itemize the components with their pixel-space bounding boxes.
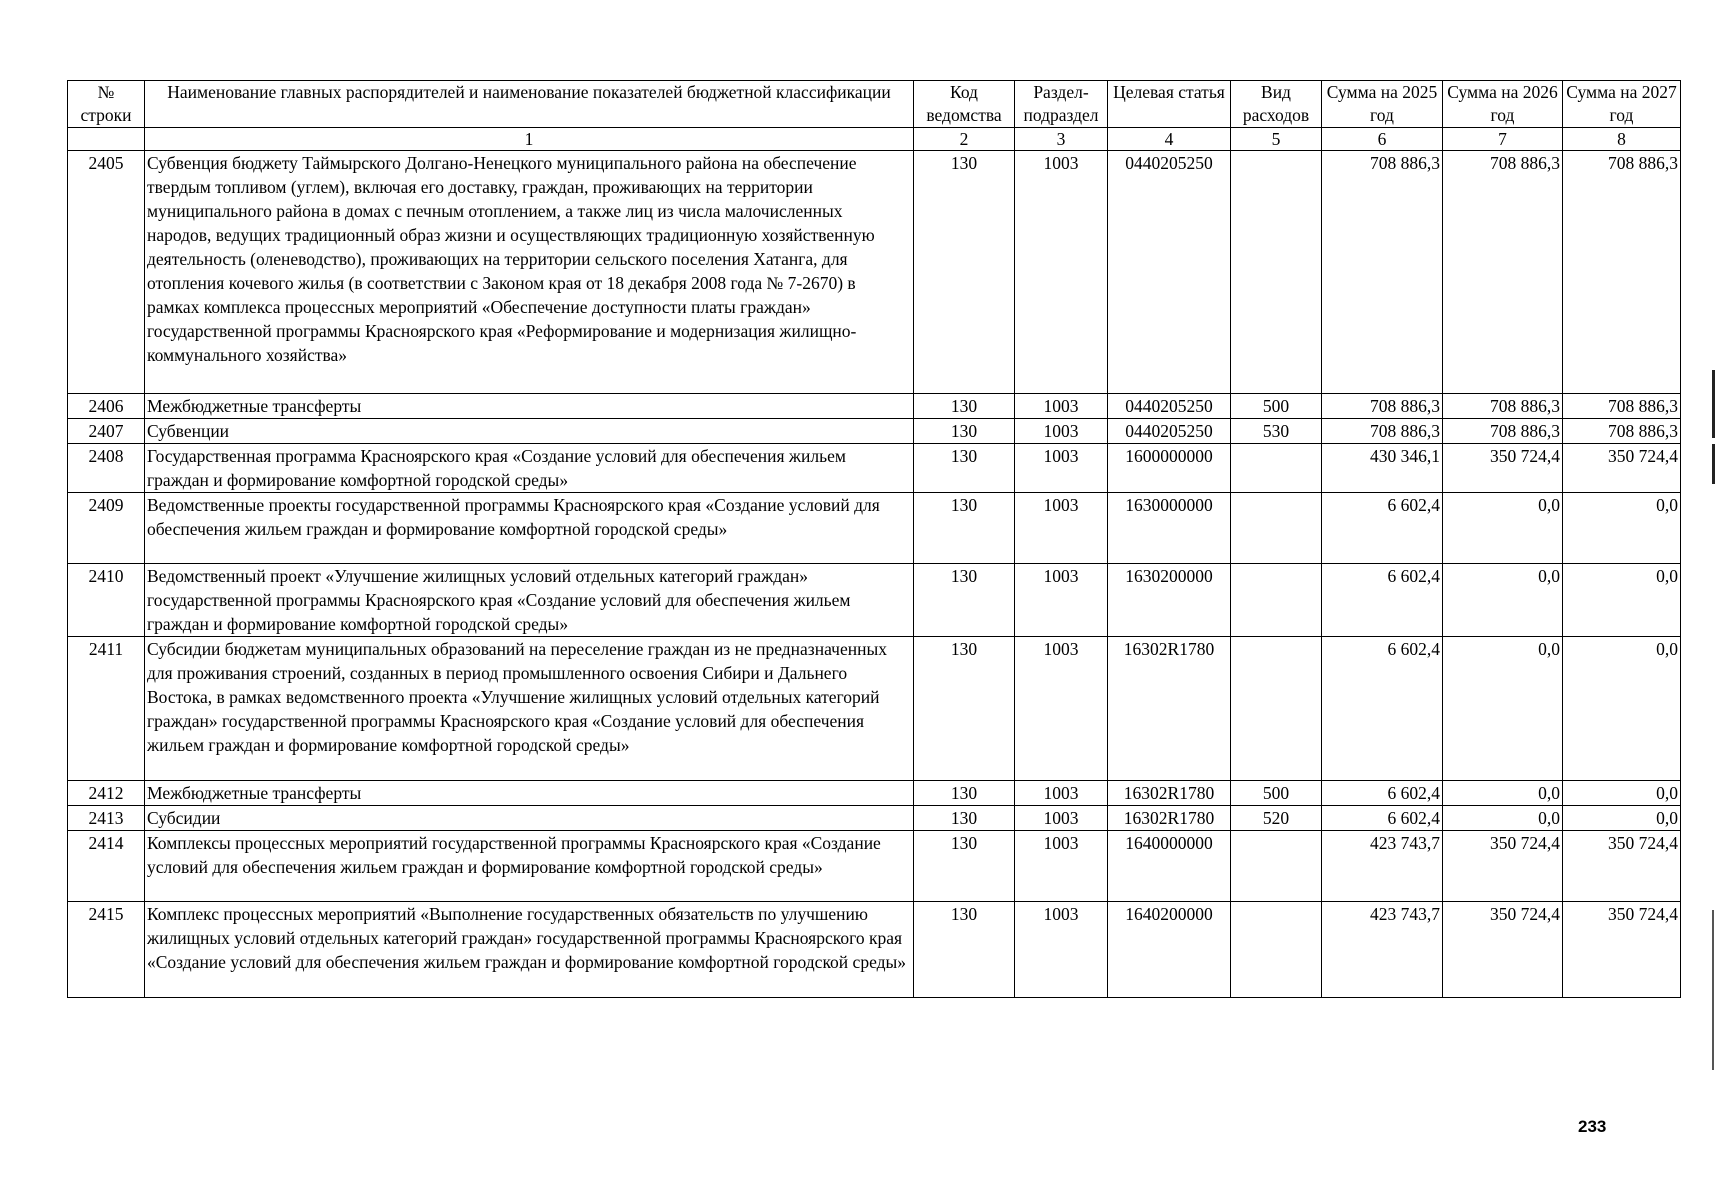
row-sum-2027: 708 886,3 <box>1563 151 1681 394</box>
row-number: 2415 <box>68 902 145 998</box>
row-number: 2409 <box>68 493 145 564</box>
row-department-code: 130 <box>914 806 1015 831</box>
row-target-article: 1600000000 <box>1108 444 1231 493</box>
row-name: Межбюджетные трансферты <box>145 394 914 419</box>
row-name: Комплекс процессных мероприятий «Выполнение государственных обязательств по улучшению жилищных условий отдельных категорий граждан» государственной программы Красноярского края «Создание условий для обеспечения жильем граждан и формирование комфортной городской среды» <box>145 902 914 998</box>
row-number: 2413 <box>68 806 145 831</box>
row-expense-type: 520 <box>1231 806 1322 831</box>
row-sum-2026: 0,0 <box>1443 637 1563 781</box>
row-sum-2025: 6 602,4 <box>1322 781 1443 806</box>
row-target-article: 16302R1780 <box>1108 806 1231 831</box>
column-number: 1 <box>145 128 914 151</box>
row-department-code: 130 <box>914 831 1015 902</box>
row-expense-type <box>1231 151 1322 394</box>
row-department-code: 130 <box>914 902 1015 998</box>
row-name: Ведомственные проекты государственной программы Красноярского края «Создание условий для обеспечения жильем граждан и формирование комфортной городской среды» <box>145 493 914 564</box>
row-department-code: 130 <box>914 637 1015 781</box>
header-target-article: Целевая статья <box>1108 81 1231 128</box>
header-department-code: Код ведомства <box>914 81 1015 128</box>
column-numbers-row <box>68 128 1681 151</box>
row-sum-2026: 708 886,3 <box>1443 419 1563 444</box>
row-section: 1003 <box>1015 806 1108 831</box>
row-expense-type <box>1231 493 1322 564</box>
page-number: 233 <box>1578 1117 1607 1136</box>
row-name: Межбюджетные трансферты <box>145 781 914 806</box>
table-row <box>68 781 1681 806</box>
header-name: Наименование главных распорядителей и наименование показателей бюджетной классификации <box>145 81 914 128</box>
row-sum-2025: 708 886,3 <box>1322 151 1443 394</box>
table-row <box>68 394 1681 419</box>
row-expense-type: 500 <box>1231 781 1322 806</box>
budget-table <box>67 80 1681 998</box>
row-expense-type <box>1231 831 1322 902</box>
row-target-article: 16302R1780 <box>1108 637 1231 781</box>
row-sum-2026: 0,0 <box>1443 493 1563 564</box>
row-sum-2025: 708 886,3 <box>1322 394 1443 419</box>
table-row <box>68 151 1681 394</box>
row-name: Субсидии бюджетам муниципальных образований на переселение граждан из не предназначенных для проживания строений, созданных в период промышленного освоения Сибири и Дальнего Востока, в рамках ведомственного проекта «Улучшение жилищных условий отдельных категорий граждан» государственной программы Красноярского края «Создание условий для обеспечения жильем граждан и формирование комфортной городской среды» <box>145 637 914 781</box>
row-number: 2414 <box>68 831 145 902</box>
column-number: 5 <box>1231 128 1322 151</box>
row-number: 2412 <box>68 781 145 806</box>
row-sum-2026: 708 886,3 <box>1443 151 1563 394</box>
row-sum-2027: 350 724,4 <box>1563 444 1681 493</box>
row-sum-2026: 350 724,4 <box>1443 831 1563 902</box>
row-number: 2411 <box>68 637 145 781</box>
row-number: 2406 <box>68 394 145 419</box>
row-expense-type <box>1231 564 1322 637</box>
table-row <box>68 564 1681 637</box>
row-number: 2405 <box>68 151 145 394</box>
row-sum-2025: 423 743,7 <box>1322 902 1443 998</box>
row-sum-2027: 708 886,3 <box>1563 394 1681 419</box>
row-department-code: 130 <box>914 781 1015 806</box>
row-sum-2026: 350 724,4 <box>1443 444 1563 493</box>
row-section: 1003 <box>1015 564 1108 637</box>
row-section: 1003 <box>1015 394 1108 419</box>
row-sum-2027: 0,0 <box>1563 564 1681 637</box>
table-row <box>68 419 1681 444</box>
row-name: Субвенции <box>145 419 914 444</box>
scan-edge-mark <box>1712 444 1715 484</box>
row-department-code: 130 <box>914 419 1015 444</box>
table-row <box>68 806 1681 831</box>
row-sum-2027: 350 724,4 <box>1563 902 1681 998</box>
column-number-blank <box>68 128 145 151</box>
column-number: 2 <box>914 128 1015 151</box>
header-sum-2026: Сумма на 2026 год <box>1443 81 1563 128</box>
row-sum-2026: 350 724,4 <box>1443 902 1563 998</box>
table-header-row <box>68 81 1681 128</box>
table-row <box>68 831 1681 902</box>
row-section: 1003 <box>1015 419 1108 444</box>
row-target-article: 16302R1780 <box>1108 781 1231 806</box>
row-target-article: 1630000000 <box>1108 493 1231 564</box>
row-target-article: 0440205250 <box>1108 151 1231 394</box>
row-section: 1003 <box>1015 444 1108 493</box>
row-number: 2410 <box>68 564 145 637</box>
row-sum-2027: 0,0 <box>1563 493 1681 564</box>
row-expense-type: 500 <box>1231 394 1322 419</box>
row-name: Государственная программа Красноярского края «Создание условий для обеспечения жильем граждан и формирование комфортной городской среды» <box>145 444 914 493</box>
row-sum-2026: 0,0 <box>1443 806 1563 831</box>
row-target-article: 0440205250 <box>1108 394 1231 419</box>
row-department-code: 130 <box>914 394 1015 419</box>
row-section: 1003 <box>1015 493 1108 564</box>
table-row <box>68 637 1681 781</box>
row-section: 1003 <box>1015 151 1108 394</box>
row-sum-2025: 6 602,4 <box>1322 637 1443 781</box>
row-sum-2026: 0,0 <box>1443 564 1563 637</box>
row-name: Ведомственный проект «Улучшение жилищных условий отдельных категорий граждан» государственной программы Красноярского края «Создание условий для обеспечения жильем граждан и формирование комфортной городской среды» <box>145 564 914 637</box>
row-sum-2025: 708 886,3 <box>1322 419 1443 444</box>
row-name: Субсидии <box>145 806 914 831</box>
table-row <box>68 493 1681 564</box>
row-sum-2027: 0,0 <box>1563 806 1681 831</box>
header-row-number: № строки <box>68 81 145 128</box>
row-expense-type <box>1231 902 1322 998</box>
column-number: 3 <box>1015 128 1108 151</box>
row-department-code: 130 <box>914 444 1015 493</box>
row-sum-2026: 708 886,3 <box>1443 394 1563 419</box>
row-sum-2025: 6 602,4 <box>1322 564 1443 637</box>
column-number: 6 <box>1322 128 1443 151</box>
row-sum-2027: 0,0 <box>1563 637 1681 781</box>
column-number: 7 <box>1443 128 1563 151</box>
row-expense-type <box>1231 444 1322 493</box>
row-target-article: 1630200000 <box>1108 564 1231 637</box>
row-name: Комплексы процессных мероприятий государственной программы Красноярского края «Создание условий для обеспечения жильем граждан и формирование комфортной городской среды» <box>145 831 914 902</box>
table-row <box>68 444 1681 493</box>
row-expense-type: 530 <box>1231 419 1322 444</box>
row-name: Субвенция бюджету Таймырского Долгано-Ненецкого муниципального района на обеспечение твердым топливом (углем), включая его доставку, граждан, проживающих на территории муниципального района в домах с печным отоплением, а также лиц из числа малочисленных народов, ведущих традиционный образ жизни и осуществляющих традиционную хозяйственную деятельность (оленеводство), проживающих на территории сельского поселения Хатанга, для отопления кочевого жилья (в соответствии с Законом края от 18 декабря 2008 года № 7-2670) в рамках комплекса процессных мероприятий «Обеспечение доступности платы граждан» государственной программы Красноярского края «Реформирование и модернизация жилищно-коммунального хозяйства» <box>145 151 914 394</box>
row-section: 1003 <box>1015 902 1108 998</box>
table-row <box>68 902 1681 998</box>
column-number: 4 <box>1108 128 1231 151</box>
row-department-code: 130 <box>914 493 1015 564</box>
row-section: 1003 <box>1015 637 1108 781</box>
row-sum-2027: 708 886,3 <box>1563 419 1681 444</box>
row-section: 1003 <box>1015 781 1108 806</box>
row-department-code: 130 <box>914 564 1015 637</box>
scan-edge-mark <box>1712 370 1715 438</box>
row-sum-2025: 430 346,1 <box>1322 444 1443 493</box>
row-sum-2027: 0,0 <box>1563 781 1681 806</box>
row-target-article: 1640000000 <box>1108 831 1231 902</box>
row-target-article: 0440205250 <box>1108 419 1231 444</box>
row-sum-2025: 6 602,4 <box>1322 493 1443 564</box>
header-sum-2025: Сумма на 2025 год <box>1322 81 1443 128</box>
scan-edge-mark <box>1712 910 1714 1070</box>
row-expense-type <box>1231 637 1322 781</box>
header-sum-2027: Сумма на 2027 год <box>1563 81 1681 128</box>
row-department-code: 130 <box>914 151 1015 394</box>
row-sum-2027: 350 724,4 <box>1563 831 1681 902</box>
row-sum-2026: 0,0 <box>1443 781 1563 806</box>
row-number: 2408 <box>68 444 145 493</box>
row-sum-2025: 423 743,7 <box>1322 831 1443 902</box>
row-number: 2407 <box>68 419 145 444</box>
row-section: 1003 <box>1015 831 1108 902</box>
header-expense-type: Вид расходов <box>1231 81 1322 128</box>
column-number: 8 <box>1563 128 1681 151</box>
header-section: Раздел-подраздел <box>1015 81 1108 128</box>
row-target-article: 1640200000 <box>1108 902 1231 998</box>
row-sum-2025: 6 602,4 <box>1322 806 1443 831</box>
